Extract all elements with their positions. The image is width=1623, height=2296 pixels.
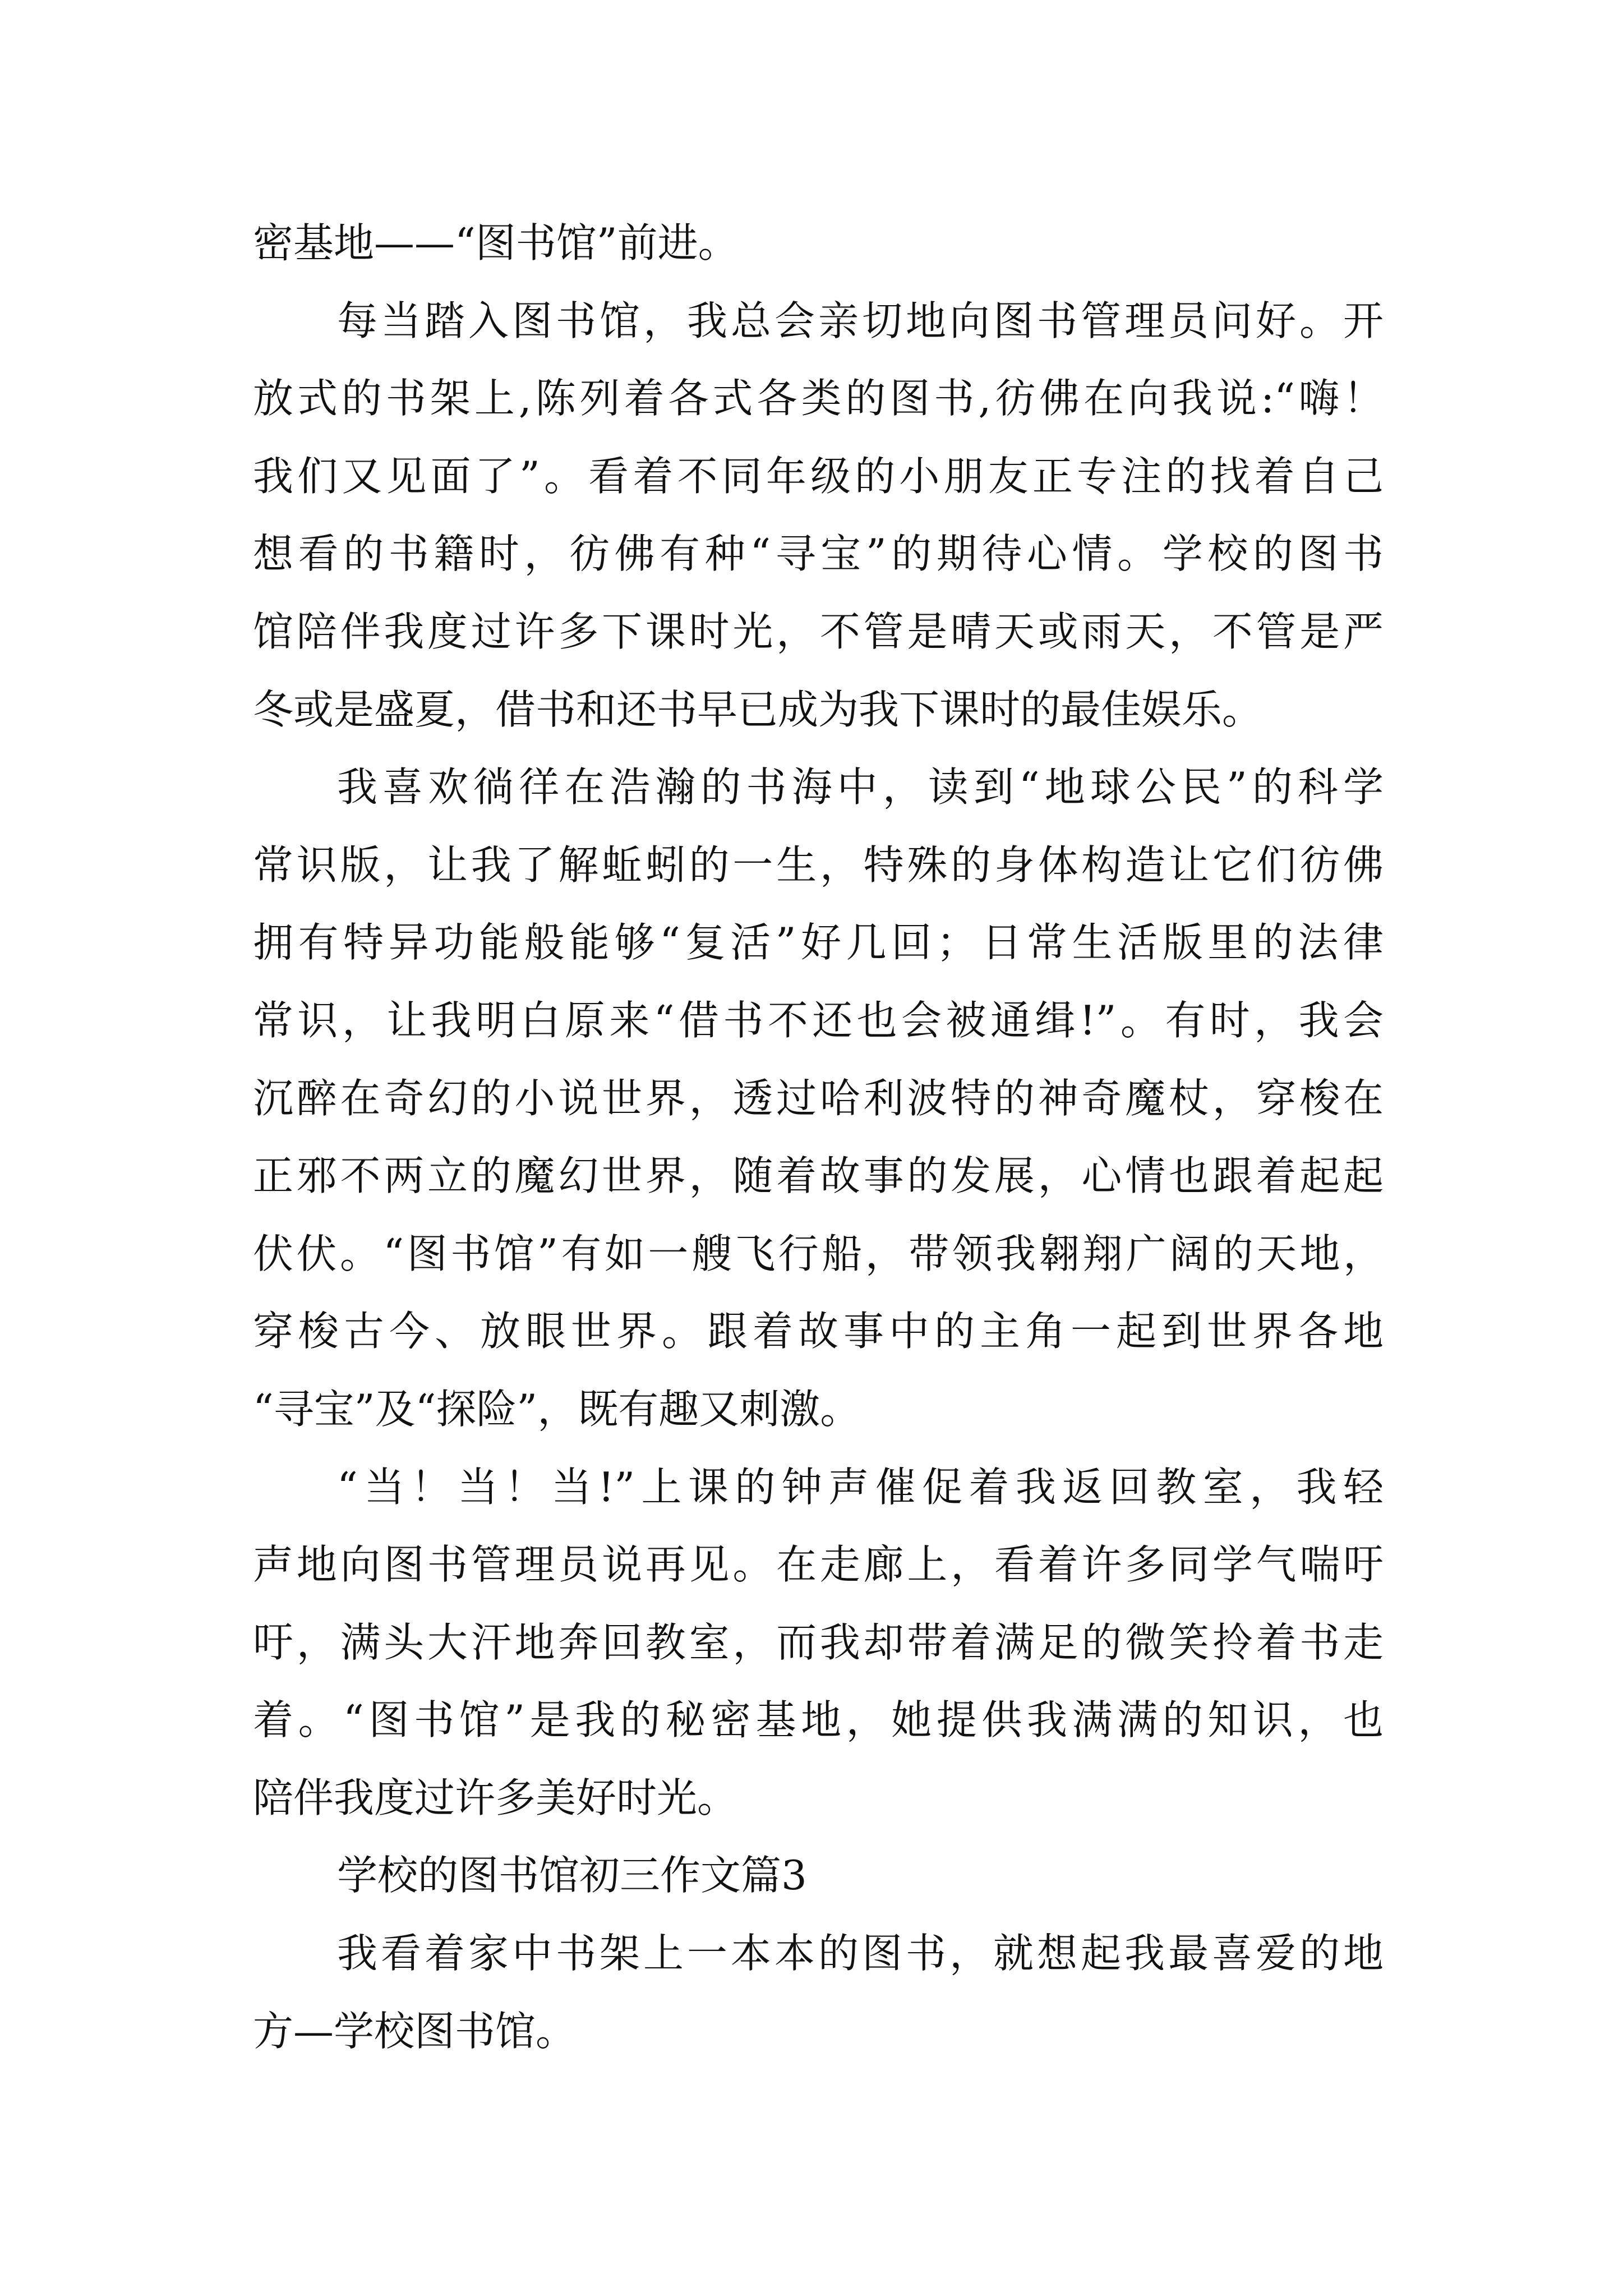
paragraph-line: 常识版，让我了解蚯蚓的一生，特殊的身体构造让它们彷佛	[253, 841, 1384, 889]
paragraph-line: 放式的书架上,陈列着各式各类的图书,彷佛在向我说:“嗨！	[253, 375, 1384, 422]
section-heading: 学校的图书馆初三作文篇3	[337, 1852, 807, 1899]
paragraph-line: 密基地——“图书馆”前进。	[253, 219, 739, 266]
paragraph-line: 我们又见面了”。看着不同年级的小朋友正专注的找着自己	[253, 452, 1384, 500]
paragraph-line: “当！当！当!”上课的钟声催促着我返回教室，我轻	[337, 1463, 1384, 1511]
paragraph-line: 穿梭古今、放眼世界。跟着故事中的主角一起到世界各地	[253, 1308, 1384, 1355]
paragraph-line: 着。“图书馆”是我的秘密基地，她提供我满满的知识，也	[253, 1696, 1384, 1744]
paragraph-line: 沉醉在奇幻的小说世界，透过哈利波特的神奇魔杖，穿梭在	[253, 1074, 1384, 1122]
paragraph-line: 每当踏入图书馆，我总会亲切地向图书管理员问好。开	[337, 297, 1384, 344]
paragraph-line: 我喜欢徜徉在浩瀚的书海中，读到“地球公民”的科学	[337, 763, 1384, 811]
paragraph-line: 冬或是盛夏，借书和还书早已成为我下课时的最佳娱乐。	[253, 685, 1263, 733]
document-body	[253, 204, 1384, 2070]
paragraph-line: 正邪不两立的魔幻世界，随着故事的发展，心情也跟着起起	[253, 1152, 1384, 1200]
paragraph-line: 声地向图书管理员说再见。在走廊上，看着许多同学气喘吁	[253, 1541, 1384, 1589]
paragraph-line: 常识，让我明白原来“借书不还也会被通缉!”。有时，我会	[253, 996, 1384, 1044]
paragraph-line: 我看着家中书架上一本本的图书，就想起我最喜爱的地	[337, 1930, 1384, 1977]
paragraph-line: 拥有特异功能般能够“复活”好几回；日常生活版里的法律	[253, 919, 1384, 967]
paragraph-line: 想看的书籍时，彷佛有种“寻宝”的期待心情。学校的图书	[253, 530, 1384, 578]
paragraph-line: 陪伴我度过许多美好时光。	[253, 1774, 738, 1821]
paragraph-line: 伏伏。“图书馆”有如一艘飞行船，带领我翱翔广阔的天地，	[253, 1230, 1384, 1277]
paragraph-line: 吁，满头大汗地奔回教室，而我却带着满足的微笑拎着书走	[253, 1618, 1384, 1666]
paragraph-line: “寻宝”及“探险”，既有趣又刺激。	[253, 1385, 861, 1433]
paragraph-line: 馆陪伴我度过许多下课时光，不管是晴天或雨天，不管是严	[253, 608, 1384, 655]
paragraph-line: 方—学校图书馆。	[253, 2007, 577, 2055]
